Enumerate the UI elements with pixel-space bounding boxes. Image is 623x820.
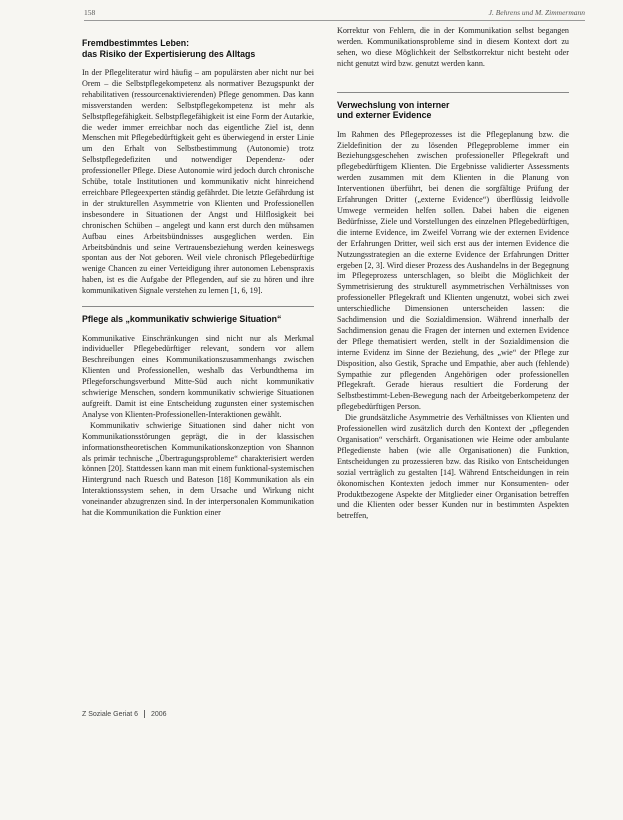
heading-line: Verwechslung von interner [337,99,450,110]
section-heading-verwechslung-evidence [337,100,569,121]
body-paragraph: Kommunikativ schwierige Situationen sind daher nicht von Kommunikationsstörungen geprägt, die in der klassischen informationstheoretischen Kommunikationskonzeption von Shannon als primär technische „Übertragungsprobleme“ charakterisiert werden können [20]. Stattdessen kann man mit einem funktional-systemischen Hintergrund nach Ruesch und Bateson [18] Kommunikation als ein Interaktionssystem sehen, in dem Ursache und Wirkung nicht voneinander abzugrenzen sind. In der interpersonalen Kommunikation hat die Kommunikation die Funktion einer [82,420,314,518]
running-header-authors: J. Behrens und M. Zimmermann [488,8,585,17]
body-paragraph: Korrektur von Fehlern, die in der Kommunikation selbst begangen werden. Kommunikationsprobleme sind in diesem Kontext dort zu sehen, wo diese Möglichkeit der Selbstkorrektur nicht besteht oder nicht genutzt wird bzw. genutzt werden kann. [337,26,569,68]
body-paragraph: In der Pflegeliteratur wird häufig – am populärsten aber nicht nur bei Orem – die Selbstpflegekompetenz als normativer Bezugspunkt der rehabilitativen (ressourcenaktivierenden) Pflege genommen. Das kann missverstanden werden: Selbstpflegekompetenz ist mehr als Selbstpflegefähigkeit. Selbstpflegefähigkeit ist eine Form der Autarkie, die weder immer erreichbar noch das eigentliche Ziel ist, denn Menschen mit Pflegebedürftigkeit geht es überwiegend in erster Linie um den Erhalt von Selbstbestimmung (Autonomie) trotz Selbstpflegedefiziten und notwendiger Dependenz- oder professioneller Pflege. Diese Autonomie wird jedoch durch chronische Schübe, totale Institutionen und kommunikativ nicht hinreichend erreichbare Pflegeexperten ständig gefährdet. Die letzte Gefährdung ist in der strukturellen Asymmetrie von Klienten und Professionellen insbesondere in Situationen der Angst und Hilflosigkeit bei chronischen Schüben – angelegt und kann erst durch den mühsamen Aufbau eines Arbeitsbündnisses ausgeglichen werden. Ein Arbeitsbündnis und seine Vertrauensbeziehung werden keineswegs spontan aus der Not geboren. Weil viele chronisch Pflegebedürftige wenige Chancen zu einer Verteidigung ihrer autonomen Lebenspraxis haben, ist es die Aufgabe der Pflegenden, auf sie zu hören und ihre kommunikativen Signale verstehen zu lernen [1, 6, 19]. [82,68,314,296]
body-paragraph: Die grundsätzliche Asymmetrie des Verhältnisses von Klienten und Professionellen wird zusätzlich durch den Kontext der „pflegenden Organisation“ verschärft. Organisationen wie Heime oder ambulante Pflegedienste haben (wie alle Organisationen) die Funktion, Entscheidungen zu prozessieren bzw. das Risiko von Entscheidungen sozial verträglich zu gestalten [14]. Während Entscheidungen in rein ökonomischen Kontexten jedoch immer nur Konsumenten- oder Produktbezogene Aspekte der Mitglieder einer Organisation betreffen und die Klienten oder besser Kunden nur in bestimmten Aspekten betreffen, [337,413,569,521]
right-column [337,26,569,714]
section-heading-fremdbestimmtes-leben [82,38,314,59]
publication-year: 2006 [150,710,167,718]
page-number: 158 [84,8,96,17]
section-divider [82,306,314,307]
heading-line: und externer Evidence [337,110,432,121]
section-divider [337,92,569,93]
section-heading-pflege-kommunikativ: Pflege als „kommunikativ schwierige Situation“ [82,314,282,325]
page-footer [82,710,314,718]
heading-line: Fremdbestimmtes Leben: [82,38,190,48]
left-column [82,38,314,703]
heading-line: das Risiko der Expertisierung des Alltags [82,48,256,59]
body-paragraph: Im Rahmen des Pflegeprozesses ist die Pflegeplanung bzw. die Zieldefinition der zu lösenden Pflegeprobleme immer ein Beziehungsgeschehen zwischen professioneller Pflegekraft und pflegebedürftigem Klienten. Die Ergebnisse validierter Assessments werden zusammen mit dem Klienten in die Planung von Interventionen überführt, bei denen die sorgfältige Prüfung der Erfahrungen Dritter („externe Evidence“) überflüssig leidvolle Umwege vermeiden helfen sollen. Dabei haben die eigenen Bedürfnisse, Ziele und Vorstellungen des einzelnen Pflegebedürftigen, die interne Evidence, im Zweifel Vorrang wie der externen Evidence der Erfahrungen Dritter, weil sich erst aus der internen Evidence die Nutzungsstrategien an die externe Evidence der Erfahrungen Dritter ergeben [2, 3]. Wird dieser Prozess des Aushandelns in der Begegnung im Pflegeprozess unterschlagen, so bleibt die Möglichkeit der Symmetrisierung des strukturell asymmetrischen Verhältnisses von professioneller Pflegekraft und Klienten ungenutzt, wobei sich zwei unterschiedliche Dimensionen unterscheiden lassen: die Sachdimension und die Sozialdimension. Während innerhalb der Sachdimension genau die Fragen der internen und externen Evidence der Pflege thematisiert werden, stellt in der Sozialdimension die interne Evidenz im Sinne der Beziehung, des „wie“ der Pflege zur Disposition, also Gestik, Sprache und Empathie, aber auch (fehlende) Sympathie zur pflegenden Angehörigen oder professionellen Pflegekraft. Gerade hieraus resultiert die Forderung der Selbstbestimmt-Leben-Bewegung nach der Arbeitgeberkompetenz der pflegebedürftigen Person. [337,129,569,412]
journal-name: Z Soziale Geriat 6 [82,710,139,718]
footer-separator [144,710,145,718]
running-header [84,6,585,21]
body-paragraph: Kommunikative Einschränkungen sind nicht nur als Merkmal individueller Pflegebedürftiger relevant, sondern vor allem Beschreibungen eines Kommunikationszusammenhangs zwischen Klienten und Professionellen, weshalb das Verbundthema im Pflegeforschungsverbund Mitte-Süd auch nicht kommunikativ schwierige Menschen, sondern kommunikativ schwierige Situationen aufgreift. Damit ist eine Entscheidung zugunsten einer systemischen Analyse von Klienten-Professionellen-Interaktionen gewählt. [82,333,314,419]
